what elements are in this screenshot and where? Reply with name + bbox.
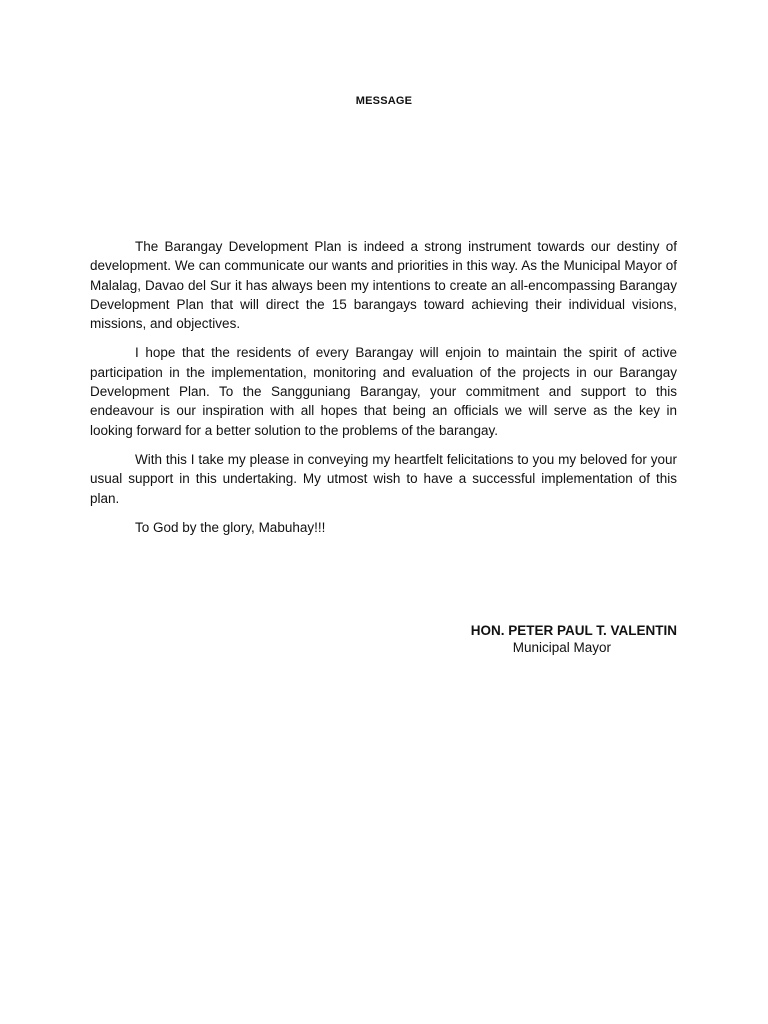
page-title: MESSAGE: [355, 95, 413, 107]
signatory-name: HON. PETER PAUL T. VALENTIN: [470, 623, 677, 638]
closing-line: To God by the glory, Mabuhay!!!: [135, 519, 326, 535]
signature-block: [420, 622, 677, 656]
message-body: [90, 237, 677, 547]
paragraph: The Barangay Development Plan is indeed a strong instrument towards our destiny of development. We can communicate our wants and priorities in this way. As the Municipal Mayor of Malalag, Davao del Sur it has always been my intentions to create an all-encompassing Barangay Development Plan that will direct the 15 barangays toward achieving their individual visions, missions, and objectives.: [90, 239, 677, 332]
paragraph: With this I take my please in conveying my heartfelt felicitations to you my beloved for your usual support in this undertaking. My utmost wish to have a successful implementation of this plan.: [90, 451, 677, 506]
paragraph: I hope that the residents of every Barangay will enjoin to maintain the spirit of active participation in the implementation, monitoring and evaluation of the projects in our Barangay Development Plan. To the Sangguniang Barangay, your commitment and support to this endeavour is our inspiration with all hopes that being an officials we will serve as the key in looking forward for a better solution to the problems of the barangay.: [90, 345, 677, 438]
signatory-position: Municipal Mayor: [512, 640, 611, 655]
